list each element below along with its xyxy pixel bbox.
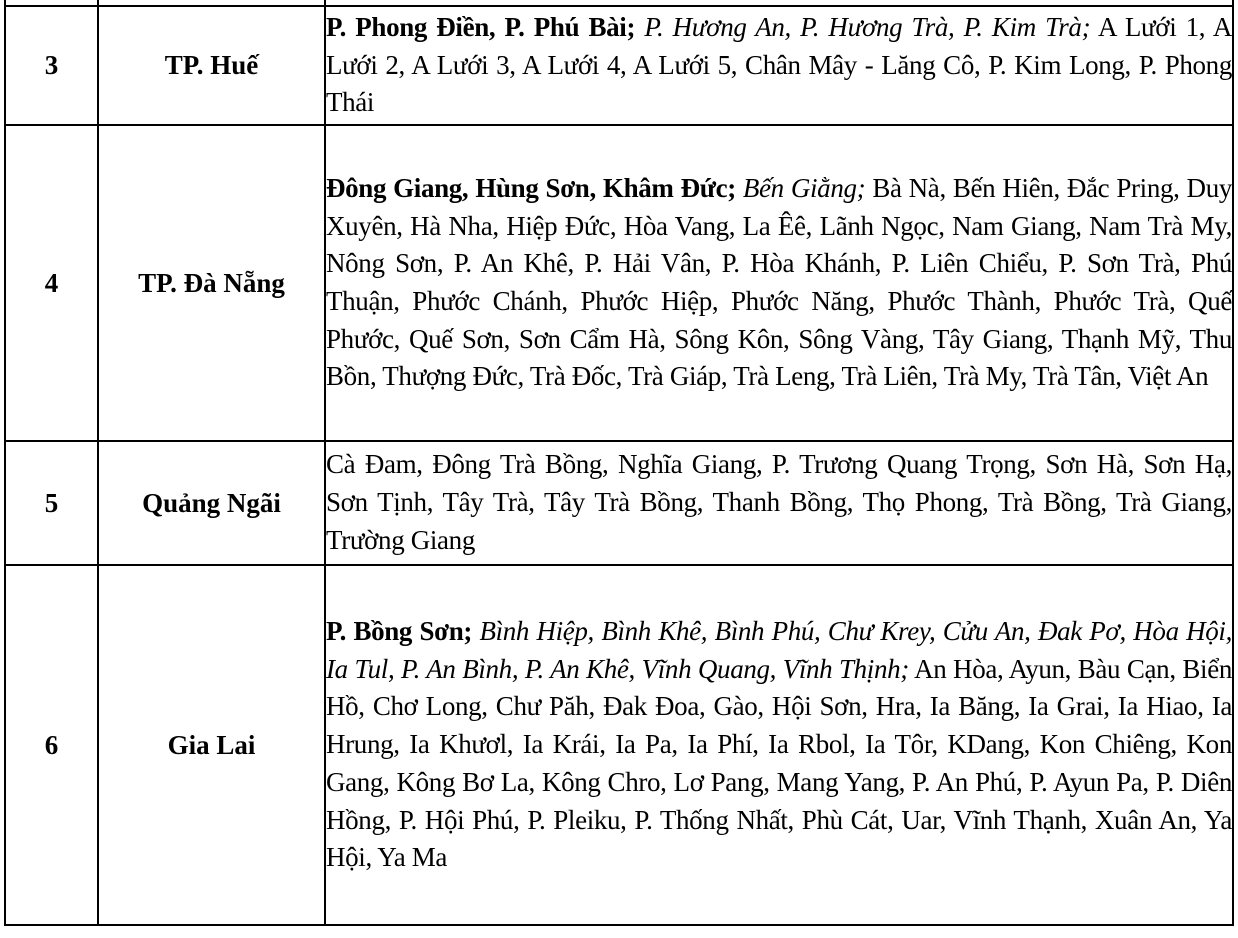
table-row [5,441,1233,565]
province-name: Gia Lai [98,565,325,925]
row-number: 3 [5,6,98,125]
commune-list-bold: Đông Giang, Hùng Sơn, Khâm Đức; [326,172,736,203]
commune-list-italic: Bến Giằng; [742,172,866,203]
commune-list-regular: Cà Đam, Đông Trà Bồng, Nghĩa Giang, P. Trương Quang Trọng, Sơn Hà, Sơn Hạ, Sơn Tịnh, Tây Trà, Tây Trà Bồng, Thanh Bồng, Thọ Phong, Trà Bồng, Trà Giang, Trường Giang [326,449,1232,555]
commune-list [325,6,1233,125]
province-name: TP. Huế [98,6,325,125]
commune-list-table [4,5,1234,926]
table-row [5,125,1233,441]
commune-list-regular: An Hòa, Ayun, Bàu Cạn, Biển Hồ, Chơ Long, Chư Păh, Đak Đoa, Gào, Hội Sơn, Hra, Ia Băng, Ia Grai, Ia Hiao, Ia Hrung, Ia Khươl, Ia Krái, Ia Pa, Ia Phí, Ia Rbol, Ia Tôr, KDang, Kon Chiêng, Kon Gang, Kông Bơ La, Kông Chro, Lơ Pang, Mang Yang, P. An Phú, P. Ayun Pa, P. Diên Hồng, P. Hội Phú, P. Pleiku, P. Thống Nhất, Phù Cát, Uar, Vĩnh Thạnh, Xuân An, Ya Hội, Ya Ma [326,653,1232,873]
commune-list-bold: P. Phong Điền, P. Phú Bài; [326,11,636,42]
province-name: Quảng Ngãi [98,441,325,565]
commune-list-italic: Bình Hiệp, Bình Khê, Bình Phú, Chư Krey, Cửu An, Đak Pơ, Hòa Hội, Ia Tul, P. An Bình, P. An Khê, Vĩnh Quang, Vĩnh Thịnh; [326,616,1232,684]
commune-list-regular: A Lưới 1, A Lưới 2, A Lưới 3, A Lưới 4, A Lưới 5, Chân Mây - Lăng Cô, P. Kim Long, P. Phong Thái [326,11,1233,118]
commune-list-italic: P. Hương An, P. Hương Trà, P. Kim Trà; [644,11,1091,42]
commune-list-bold: P. Bồng Sơn; [326,616,473,647]
table-row [5,6,1233,125]
province-name: TP. Đà Nẵng [98,125,325,441]
commune-list [325,125,1233,441]
row-number: 6 [5,565,98,925]
table-row [5,565,1233,925]
commune-list [325,441,1233,565]
row-number: 5 [5,441,98,565]
row-number: 4 [5,125,98,441]
commune-list-regular: Bà Nà, Bến Hiên, Đắc Pring, Duy Xuyên, Hà Nha, Hiệp Đức, Hòa Vang, La Êê, Lãnh Ngọc, Nam Giang, Nam Trà My, Nông Sơn, P. An Khê, P. Hải Vân, P. Hòa Khánh, P. Liên Chiểu, P. Sơn Trà, Phú Thuận, Phước Chánh, Phước Hiệp, Phước Năng, Phước Thành, Phước Trà, Quế Phước, Quế Sơn, Sơn Cẩm Hà, Sông Kôn, Sông Vàng, Tây Giang, Thạnh Mỹ, Thu Bồn, Thượng Đức, Trà Đốc, Trà Giáp, Trà Leng, Trà Liên, Trà My, Trà Tân, Việt An [326,172,1233,392]
commune-list [325,565,1233,925]
